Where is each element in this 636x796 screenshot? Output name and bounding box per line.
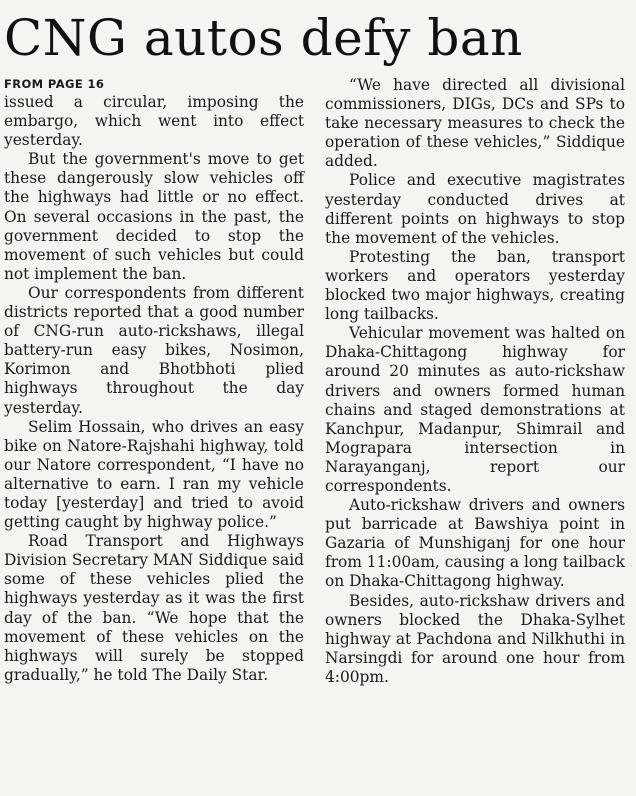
paragraph: Protesting the ban, transport workers and operators yesterday blocked two major highways, creating long tailbacks.: [325, 247, 625, 324]
jump-line: FROM PAGE 16: [4, 77, 105, 91]
paragraph: Our correspondents from different districts reported that a good number of CNG-run auto-rickshaws, illegal battery-run easy bikes, Nosimon, Korimon and Bhotbhoti plied highways throughout the day yesterday.: [4, 283, 304, 417]
paragraph: issued a circular, imposing the embargo, which went into effect yesterday.: [4, 93, 304, 150]
headline: CNG autos defy ban: [4, 9, 523, 67]
paragraph: “We have directed all divisional commissioners, DIGs, DCs and SPs to take necessary measures to check the operation of these vehicles,” Siddique added.: [325, 76, 625, 171]
paragraph: Selim Hossain, who drives an easy bike on Natore-Rajshahi highway, told our Natore correspondent, “I have no alternative to earn. I ran my vehicle today [yesterday] and tried to avoid getting caught by highway police.”: [4, 417, 304, 532]
paragraph: Road Transport and Highways Division Secretary MAN Siddique said some of these vehicles plied the highways yesterday as it was the first day of the ban. “We hope that the movement of these vehicles on the highways will surely be stopped gradually,” he told The Daily Star.: [4, 532, 304, 684]
paragraph: But the government's move to get these dangerously slow vehicles off the highways had little or no effect. On several occasions in the past, the government decided to stop the movement of such vehicles but could not implement the ban.: [4, 150, 304, 283]
column-right: [325, 76, 625, 796]
column-left: [4, 76, 304, 796]
paragraph: Besides, auto-rickshaw drivers and owners blocked the Dhaka-Sylhet highway at Pachdona and Nilkhuthi in Narsingdi for around one hour from 4:00pm.: [325, 591, 625, 686]
paragraph: Auto-rickshaw drivers and owners put barricade at Bawshiya point in Gazaria of Munshiganj for one hour from 11:00am, causing a long tailback on Dhaka-Chittagong highway.: [325, 496, 625, 591]
paragraph: Police and executive magistrates yesterday conducted drives at different points on highways to stop the movement of the vehicles.: [325, 171, 625, 247]
paragraph: Vehicular movement was halted on Dhaka-Chittagong highway for around 20 minutes as auto-rickshaw drivers and owners formed human chains and staged demonstrations at Kanchpur, Madanpur, Shimrail and Mograpara intersection in Narayanganj, report our correspondents.: [325, 324, 625, 495]
